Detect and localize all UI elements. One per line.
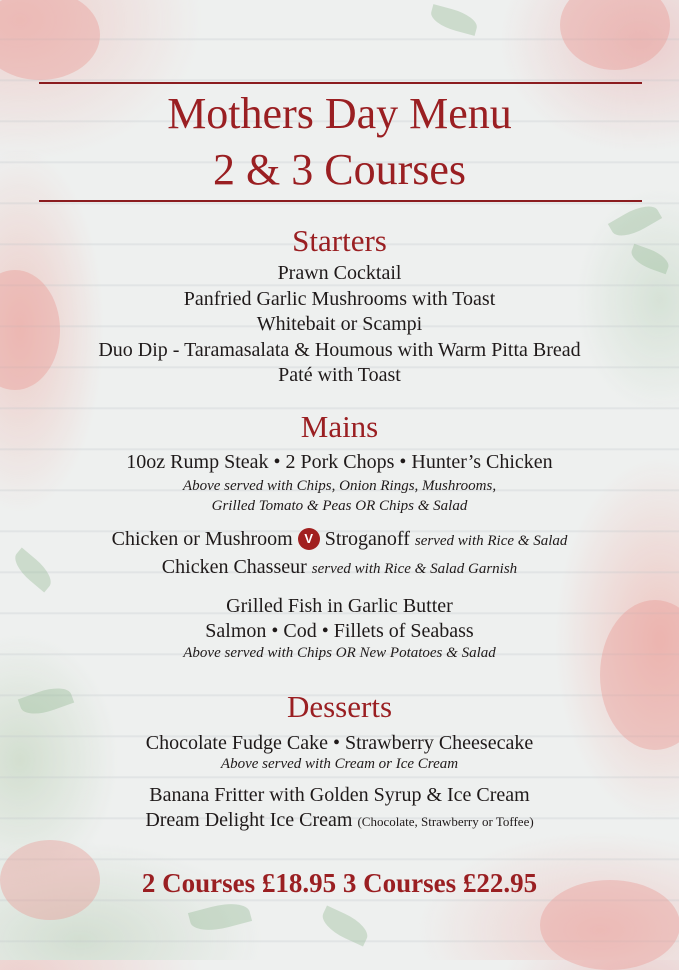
dessert-note: Above served with Cream or Ice Cream: [220, 756, 459, 772]
desserts-heading: Desserts: [286, 689, 393, 724]
dessert-ice-cream-flavours: (Chocolate, Strawberry or Toffee): [357, 814, 534, 829]
dessert-item: Banana Fritter with Golden Syrup & Ice Cream: [149, 784, 530, 806]
stroganoff-name-part2: Stroganoff: [324, 528, 410, 550]
dessert-ice-cream-name: Dream Delight Ice Cream: [145, 809, 353, 831]
starter-item: Prawn Cocktail: [277, 262, 402, 284]
starter-item: Whitebait or Scampi: [256, 313, 423, 335]
course-prices: 2 Courses £18.95 3 Courses £22.95: [141, 868, 538, 898]
starter-item: Duo Dip - Taramasalata & Houmous with Warm Pitta Bread: [98, 339, 581, 361]
menu-subtitle: 2 & 3 Courses: [213, 145, 466, 194]
starter-item: Panfried Garlic Mushrooms with Toast: [183, 288, 496, 310]
starters-heading: Starters: [292, 223, 387, 258]
fish-item: Grilled Fish in Garlic Butter: [226, 595, 453, 617]
chasseur-name: Chicken Chasseur: [161, 556, 307, 578]
fish-note: Above served with Chips OR New Potatoes & Salad: [183, 645, 496, 661]
mains-grill-note: Above served with Chips, Onion Rings, Mushrooms,: [182, 478, 497, 494]
starter-item: Paté with Toast: [278, 364, 401, 386]
mains-heading: Mains: [300, 409, 379, 444]
top-divider: [39, 82, 642, 84]
fish-options: Salmon • Cod • Fillets of Seabass: [205, 620, 474, 642]
mains-grill-items: 10oz Rump Steak • 2 Pork Chops • Hunter’s Chicken: [126, 451, 553, 473]
stroganoff-name-part1: Chicken or Mushroom: [111, 528, 293, 550]
chasseur-served-with: served with Rice & Salad Garnish: [311, 561, 518, 577]
menu-title: Mothers Day Menu: [167, 89, 512, 138]
vegetarian-icon: V: [298, 528, 320, 550]
dessert-item: Chocolate Fudge Cake • Strawberry Cheesecake: [145, 732, 534, 754]
chasseur-item: [0, 555, 679, 581]
mains-grill-note: Grilled Tomato & Peas OR Chips & Salad: [211, 498, 468, 514]
bottom-divider: [39, 200, 642, 202]
stroganoff-item: [0, 527, 679, 553]
stroganoff-served-with: served with Rice & Salad: [414, 533, 568, 549]
dessert-item: [0, 808, 679, 834]
